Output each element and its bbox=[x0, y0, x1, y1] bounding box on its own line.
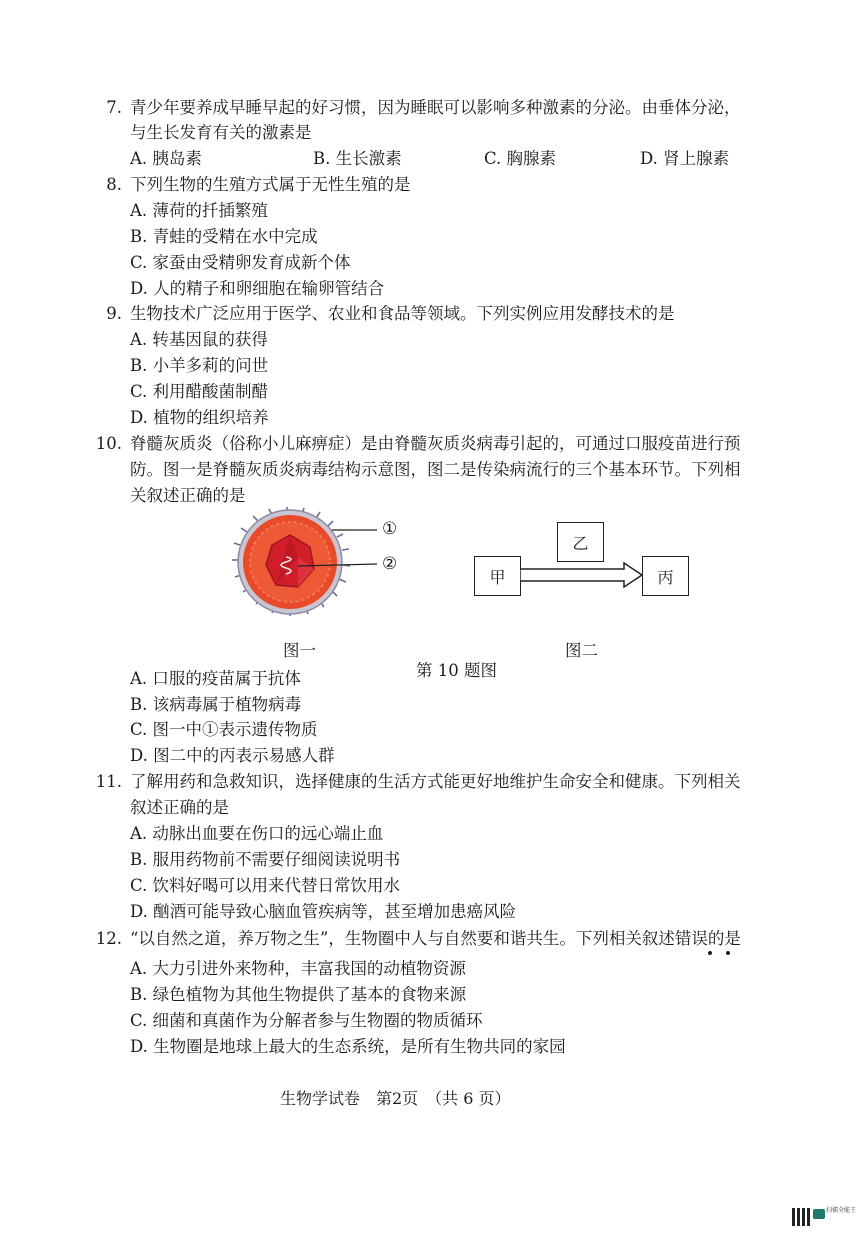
q9-option-d: D. 植物的组织培养 bbox=[130, 408, 269, 427]
q10-option-d: D. 图二中的丙表示易感人群 bbox=[130, 746, 335, 765]
scanner-logo-icon bbox=[813, 1209, 825, 1219]
q12-number: 12. bbox=[95, 929, 122, 948]
q7-option-c: C. 胸腺素 bbox=[484, 149, 557, 168]
q8-option-d: D. 人的精子和卵细胞在输卵管结合 bbox=[130, 279, 385, 298]
q7-number: 7. bbox=[106, 98, 122, 117]
q8-option-b: B. 青蛙的受精在水中完成 bbox=[130, 227, 318, 246]
q11-option-a: A. 动脉出血要在伤口的远心端止血 bbox=[130, 824, 384, 843]
q11-option-b: B. 服用药物前不需要仔细阅读说明书 bbox=[130, 850, 401, 869]
fig2-arrow bbox=[520, 562, 644, 588]
q9-option-b: B. 小羊多莉的问世 bbox=[130, 356, 269, 375]
q12-option-d: D. 生物圈是地球上最大的生态系统，是所有生物共同的家园 bbox=[130, 1037, 566, 1056]
q11-stem-line2: 叙述正确的是 bbox=[130, 798, 229, 817]
q11-option-c: C. 饮料好喝可以用来代替日常饮用水 bbox=[130, 876, 401, 895]
q9-stem: 生物技术广泛应用于医学、农业和食品等领域。下列实例应用发酵技术的是 bbox=[130, 304, 675, 323]
fig1-label-2: ② bbox=[382, 554, 398, 574]
fig2-box-yi: 乙 bbox=[557, 522, 604, 562]
q7-stem-line1: 青少年要养成早睡早起的好习惯，因为睡眠可以影响多种激素的分泌。由垂体分泌， bbox=[130, 98, 741, 117]
q7-stem-line2: 与生长发育有关的激素是 bbox=[130, 123, 312, 142]
page-footer: 生物学试卷 第2页 （共 6 页） bbox=[280, 1089, 511, 1108]
fig2-box-bing: 丙 bbox=[642, 556, 689, 596]
q9-option-a: A. 转基因鼠的获得 bbox=[130, 330, 268, 349]
q7-option-d: D. 肾上腺素 bbox=[640, 149, 730, 168]
q9-number: 9. bbox=[106, 304, 122, 323]
emphasis-dot-1 bbox=[708, 951, 712, 955]
q7-options bbox=[130, 148, 770, 170]
qr-code-icon bbox=[792, 1208, 810, 1226]
q7-option-a: A. 胰岛素 bbox=[130, 149, 202, 168]
q12-option-b: B. 绿色植物为其他生物提供了基本的食物来源 bbox=[130, 985, 467, 1004]
q10-figure-caption: 第 10 题图 bbox=[416, 661, 497, 680]
q12-option-c: C. 细菌和真菌作为分解者参与生物圈的物质循环 bbox=[130, 1011, 483, 1030]
q10-stem-line2: 防。图一是脊髓灰质炎病毒结构示意图，图二是传染病流行的三个基本环节。下列相 bbox=[130, 460, 741, 479]
q8-stem: 下列生物的生殖方式属于无性生殖的是 bbox=[130, 175, 411, 194]
fig1-label-1: ① bbox=[382, 519, 398, 539]
fig2-caption: 图二 bbox=[565, 641, 598, 660]
q10-number: 10. bbox=[95, 434, 122, 453]
q11-stem-line1: 了解用药和急救知识，选择健康的生活方式能更好地维护生命安全和健康。下列相关 bbox=[130, 772, 741, 791]
q8-number: 8. bbox=[106, 175, 122, 194]
q10-option-a: A. 口服的疫苗属于抗体 bbox=[130, 669, 301, 688]
fig1-caption: 图一 bbox=[283, 641, 316, 660]
q12-stem: “以自然之道，养万物之生”，生物圈中人与自然要和谐共生。下列相关叙述错误的是 bbox=[130, 929, 741, 948]
q12-option-a: A. 大力引进外来物种，丰富我国的动植物资源 bbox=[130, 959, 466, 978]
q10-stem-line3: 关叙述正确的是 bbox=[130, 486, 246, 505]
q11-number: 11. bbox=[95, 772, 122, 791]
q10-option-c: C. 图一中①表示遗传物质 bbox=[130, 720, 318, 739]
fig2-box-jia: 甲 bbox=[474, 556, 521, 596]
q10-option-b: B. 该病毒属于植物病毒 bbox=[130, 695, 302, 714]
q11-option-d: D. 酗酒可能导致心脑血管疾病等，甚至增加患癌风险 bbox=[130, 902, 517, 921]
q7-option-b: B. 生长激素 bbox=[313, 149, 402, 168]
q8-option-a: A. 薄荷的扦插繁殖 bbox=[130, 201, 268, 220]
q9-option-c: C. 利用醋酸菌制醋 bbox=[130, 382, 269, 401]
q10-stem-line1: 脊髓灰质炎（俗称小儿麻痹症）是由脊髓灰质炎病毒引起的，可通过口服疫苗进行预 bbox=[130, 434, 741, 453]
emphasis-dot-2 bbox=[726, 951, 730, 955]
q8-option-c: C. 家蚕由受精卵发育成新个体 bbox=[130, 253, 351, 272]
scanner-badge: 扫描全能王 bbox=[826, 1207, 857, 1214]
